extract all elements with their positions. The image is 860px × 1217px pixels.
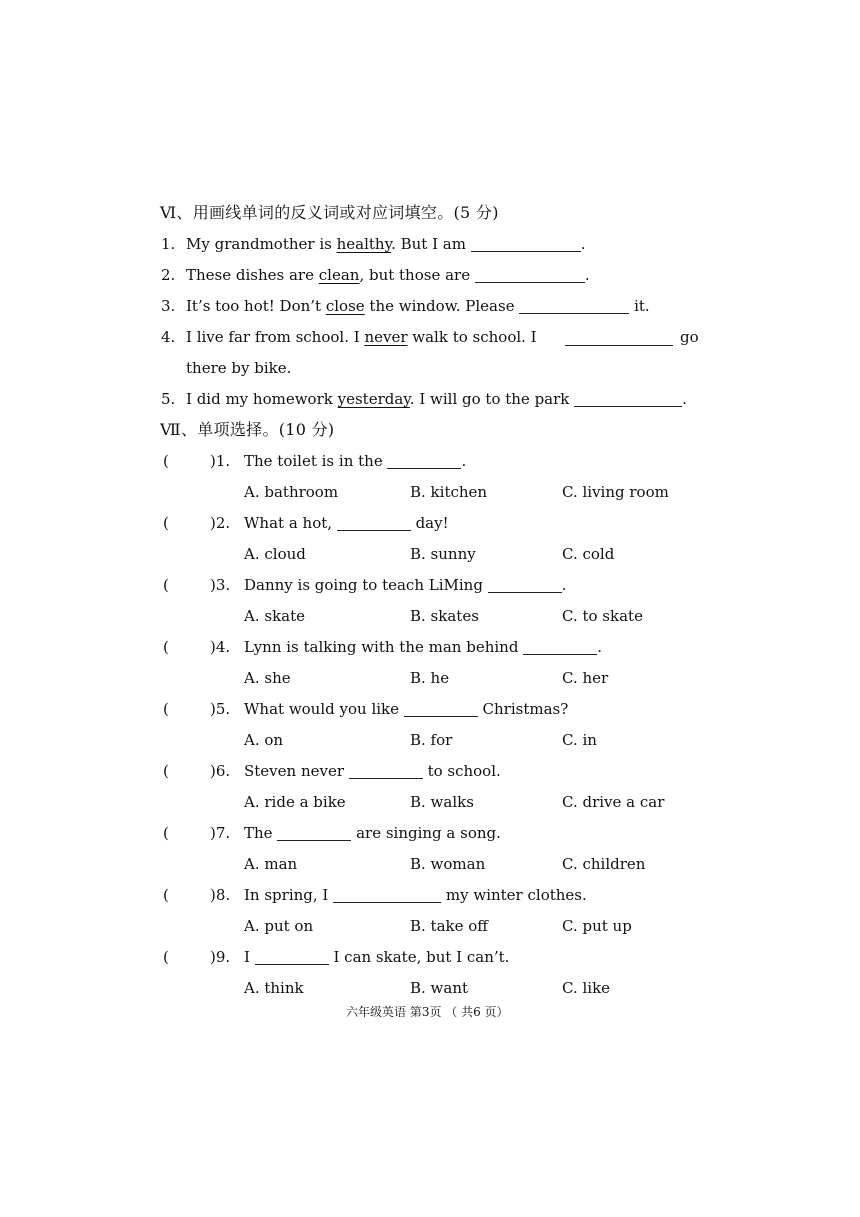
mc-question-5 [0,694,860,724]
option-a: A. think [244,979,304,997]
item-sentence: It’s too hot! Don’t close the window. Please it. [186,297,650,315]
option-b: B. kitchen [410,483,488,501]
answer-blank [337,529,411,531]
option-a: A. skate [244,607,306,625]
question-text: What would you like Christmas? [244,700,569,718]
fill-item-4: 4. I live far from school. I never walk to school. I go [0,322,860,352]
option-b: B. take off [410,917,488,935]
answer-paren[interactable]: ( [163,514,169,532]
fill-item-4-continued: there by bike. [186,359,292,377]
option-b: B. sunny [410,545,476,563]
page-footer [0,1002,860,1022]
option-c: C. living room [562,483,669,501]
mc-question-9 [0,942,860,972]
section-6-title-text: Ⅵ、用画线单词的反义词或对应词填空。(5 分) [160,203,499,222]
underlined-word: never [364,328,408,346]
option-a: A. put on [244,917,314,935]
answer-blank[interactable] [565,344,673,346]
question-text: What a hot, day! [244,514,449,532]
question-number: )5. [210,700,231,718]
mc-question-6 [0,756,860,786]
item-sentence: I did my homework yesterday. I will go to the park . [186,390,687,408]
answer-paren[interactable]: ( [163,762,169,780]
option-b: B. walks [410,793,474,811]
underlined-word: clean [318,266,360,284]
question-text: The are singing a song. [244,824,501,842]
answer-blank[interactable] [519,312,629,314]
option-b: B. woman [410,855,486,873]
fill-item-5 [0,384,860,414]
question-text: Danny is going to teach LiMing . [244,576,567,594]
question-number: )8. [210,886,231,904]
answer-blank [404,715,478,717]
answer-blank [387,467,461,469]
answer-paren[interactable]: ( [163,700,169,718]
question-text: The toilet is in the . [244,452,467,470]
question-number: )7. [210,824,231,842]
answer-blank[interactable] [475,281,585,283]
fill-item-1 [0,229,860,259]
question-text: Lynn is talking with the man behind . [244,638,602,656]
option-c: C. in [562,731,597,749]
answer-blank [523,653,597,655]
option-c: C. like [562,979,611,997]
fill-item-2 [0,260,860,290]
item-number: 1. [161,235,176,253]
answer-blank [349,777,423,779]
question-text: Steven never to school. [244,762,501,780]
question-number: )4. [210,638,231,656]
question-number: )2. [210,514,231,532]
item-number: 4. [161,328,176,346]
section-7-title [0,415,860,445]
option-a: A. she [244,669,291,687]
mc-options-5 [0,725,860,755]
option-a: A. man [244,855,298,873]
mc-question-4 [0,632,860,662]
answer-paren[interactable]: ( [163,886,169,904]
item-number: 5. [161,390,176,408]
answer-blank[interactable] [574,405,682,407]
answer-blank[interactable] [471,250,581,252]
mc-options-6 [0,787,860,817]
answer-paren[interactable]: ( [163,638,169,656]
option-c: C. children [562,855,646,873]
question-text: I I can skate, but I can’t. [244,948,510,966]
option-c: C. to skate [562,607,643,625]
answer-paren[interactable]: ( [163,576,169,594]
mc-question-1 [0,446,860,476]
underlined-word: close [325,297,365,315]
option-c: C. her [562,669,609,687]
mc-question-8 [0,880,860,910]
section-6-title [0,198,860,228]
mc-options-1 [0,477,860,507]
underlined-word: healthy [336,235,392,253]
mc-question-2 [0,508,860,538]
option-b: B. for [410,731,453,749]
mc-options-2 [0,539,860,569]
section-7-title-text: Ⅶ、单项选择。(10 分) [160,420,335,439]
answer-paren[interactable]: ( [163,824,169,842]
option-b: B. skates [410,607,479,625]
option-c: C. put up [562,917,632,935]
answer-paren[interactable]: ( [163,948,169,966]
option-b: B. want [410,979,469,997]
option-a: A. on [244,731,284,749]
fill-item-3 [0,291,860,321]
option-b: B. he [410,669,450,687]
option-c: C. cold [562,545,615,563]
mc-options-3 [0,601,860,631]
question-number: )9. [210,948,231,966]
mc-options-4 [0,663,860,693]
item-number: 3. [161,297,176,315]
option-a: A. cloud [244,545,306,563]
mc-question-3 [0,570,860,600]
item-sentence: I live far from school. I never walk to school. I [186,328,537,346]
question-number: )6. [210,762,231,780]
answer-blank [277,839,351,841]
mc-options-9 [0,973,860,1003]
item-sentence: These dishes are clean, but those are . [186,266,590,284]
option-a: A. ride a bike [244,793,346,811]
question-number: )3. [210,576,231,594]
option-a: A. bathroom [244,483,339,501]
answer-paren[interactable]: ( [163,452,169,470]
question-number: )1. [210,452,231,470]
option-c: C. drive a car [562,793,665,811]
answer-blank [488,591,562,593]
item-sentence: My grandmother is healthy. But I am . [186,235,586,253]
mc-options-7 [0,849,860,879]
page-number: 六年级英语 第3页 （ 共6 页） [346,1005,509,1019]
mc-question-7 [0,818,860,848]
answer-blank [333,901,441,903]
question-text: In spring, I my winter clothes. [244,886,587,904]
underlined-word: yesterday [337,390,410,408]
mc-options-8 [0,911,860,941]
answer-blank [255,963,329,965]
item-number: 2. [161,266,176,284]
